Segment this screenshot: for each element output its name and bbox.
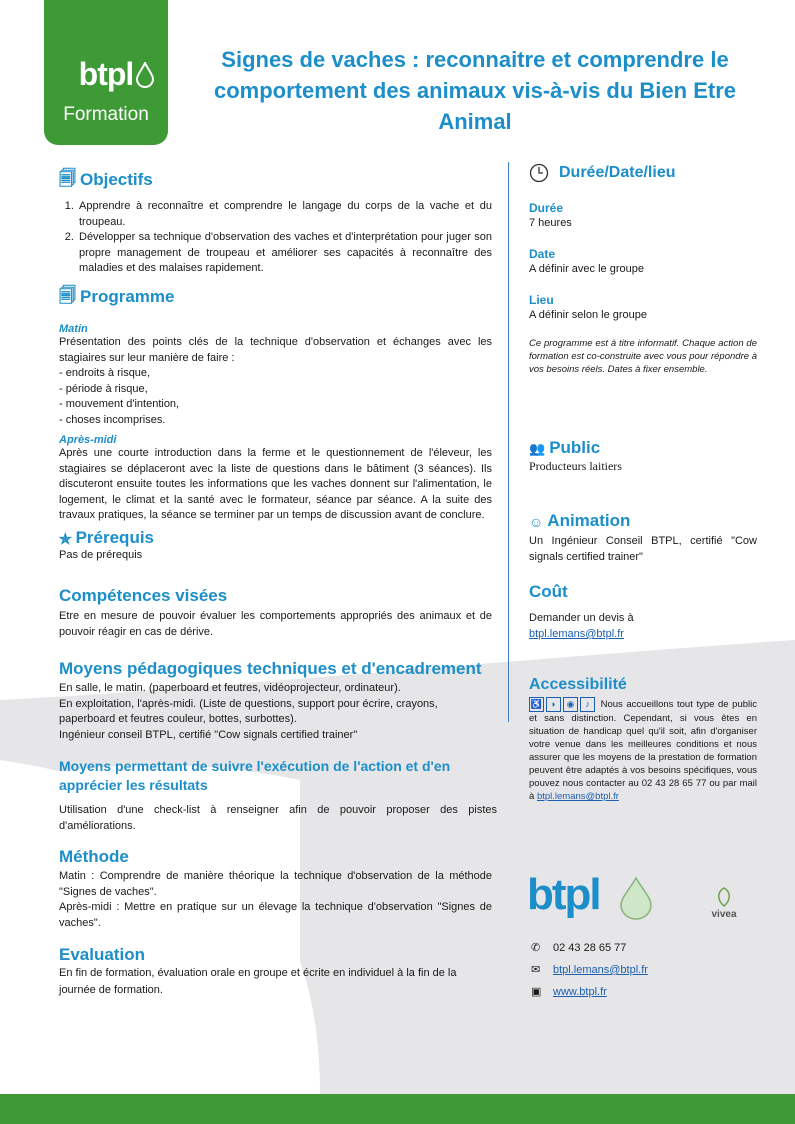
date-label: Date	[529, 247, 556, 261]
methode-section	[59, 847, 492, 931]
moyens-line: En exploitation, l'après-midi. (Liste de questions, support pour écrire, crayons, paperboard et feutres couleur, bottes, surbottes).	[59, 697, 438, 725]
list-item: 2. Développer sa technique d'observation des vaches et d'interprétation pour juger son propre management de troupeau et améliorer ses capacités à reconnaître des maladies et des malaises rapidement.	[77, 230, 492, 277]
moyens-line: En salle, le matin. (paperboard et feutres, vidéoprojecteur, ordinateur).	[59, 682, 401, 694]
mental-icon: ♪	[580, 697, 595, 712]
matin-label: Matin	[59, 323, 88, 335]
prerequis-heading: ✯ Prérequis	[59, 528, 155, 548]
suivi-section	[59, 757, 497, 834]
date-value: A définir avec le groupe	[529, 263, 644, 275]
objectifs-heading: 🗐 Objectifs	[59, 166, 492, 195]
methode-line: Matin : Comprendre de manière théorique la technique d'observation de la méthode "Signes de vaches".	[59, 870, 492, 898]
competences-text: Etre en mesure de pouvoir évaluer les comportements appropriés des animaux et de pouvoir réagir en cas de dérive.	[59, 610, 492, 638]
duree-value: 7 heures	[529, 217, 572, 229]
smiley-icon: ☺	[529, 513, 544, 530]
btpl-footer-logo	[527, 870, 657, 925]
envelope-icon: ✉	[531, 964, 541, 976]
moyens-line: Ingénieur conseil BTPL, certifié "Cow signals certified trainer"	[59, 728, 358, 741]
animation-heading: ☺ Animation	[529, 511, 631, 530]
people-icon: 👥	[529, 440, 546, 456]
cout-heading: Coût	[529, 582, 568, 601]
visual-icon: ◉	[563, 697, 578, 712]
vivea-logo	[704, 886, 744, 924]
duree-section	[529, 163, 757, 376]
document-icon: 🗐	[59, 169, 76, 188]
contact-email-link[interactable]: btpl.lemans@btpl.fr	[553, 964, 648, 976]
public-text: Producteurs laitiers	[529, 459, 622, 473]
accessibilite-email-link[interactable]: btpl.lemans@btpl.fr	[536, 791, 619, 802]
suivi-text: Utilisation d'une check-list à renseigner afin de pouvoir proposer des pistes d'améliorations.	[59, 804, 497, 832]
column-divider	[508, 162, 509, 722]
contact-web-link[interactable]: www.btpl.fr	[553, 986, 607, 998]
moyens-heading: Moyens pédagogiques techniques et d'encadrement	[59, 659, 482, 678]
lieu-value: A définir selon le groupe	[529, 309, 648, 321]
matin-item: - endroits à risque,	[59, 367, 151, 379]
hearing-icon: ◗	[546, 697, 561, 712]
page-title: Signes de vaches : reconnaitre et comprendre le comportement des animaux vis-à-vis du Bien Etre Animal	[213, 47, 737, 134]
prerequis-text: Pas de prérequis	[59, 549, 143, 561]
star-icon: ✯	[59, 530, 72, 548]
moyens-section	[59, 659, 492, 743]
prerequis-section	[59, 528, 492, 564]
computer-icon: ▣	[531, 986, 542, 998]
info-note: Ce programme est à titre informatif. Chaque action de formation est co-construite avec vous pour répondre à vos besoins réels. Dates à fixer ensemble.	[529, 338, 757, 375]
matin-item: - période à risque,	[59, 382, 148, 395]
animation-section	[529, 511, 757, 565]
accessibilite-section	[529, 676, 757, 803]
public-heading: 👥 Public	[529, 438, 601, 457]
apres-midi-label: Après-midi	[59, 434, 117, 446]
methode-line: Après-midi : Mettre en pratique sur un élevage la technique d'observation "Signes de vaches".	[59, 901, 492, 929]
competences-heading: Compétences visées	[59, 586, 228, 605]
phone-icon: ✆	[531, 942, 541, 954]
logo-subtitle: Formation	[63, 104, 149, 125]
animation-text: Un Ingénieur Conseil BTPL, certifié "Cow signals certified trainer"	[529, 535, 757, 563]
matin-item: - choses incomprises.	[59, 413, 166, 426]
public-section	[529, 438, 757, 474]
accessibility-icons	[529, 699, 597, 710]
programme-heading: 🗐 Programme	[59, 283, 492, 312]
document-icon: 🗐	[59, 286, 76, 305]
apres-midi-text: Après une courte introduction dans la ferme et le questionnement de l'éleveur, les stagiaires se déplaceront avec la liste de questions dans le bâtiment (3 séances). Ils discuteront ensuite toutes les informations que les vaches donnent sur l'alimentation, le logement, le climat et la santé avec le formateur, séance par séance. A la suite des travaux pratiques, la séance se terminer par un temps de discussion avant de conclure.	[59, 447, 492, 521]
cout-email-link[interactable]: btpl.lemans@btpl.fr	[529, 628, 624, 640]
suivi-heading: Moyens permettant de suivre l'exécution de l'action et d'en apprécier les résultats	[59, 758, 451, 793]
accessibilite-body	[529, 697, 757, 803]
clock-icon	[529, 163, 549, 183]
vivea-text: vivea	[711, 909, 737, 920]
contact-phone: 02 43 28 65 77	[553, 942, 627, 954]
contact-phone-row	[531, 941, 751, 963]
list-item: 1. Apprendre à reconnaître et comprendre le langage du corps de la vache et du troupeau.	[77, 199, 492, 230]
water-drop-icon	[136, 62, 154, 88]
water-drop-icon	[619, 876, 653, 920]
cout-section	[529, 582, 757, 642]
duree-heading: Durée/Date/lieu	[529, 163, 757, 183]
duree-label: Durée	[529, 201, 564, 215]
leaf-icon	[713, 886, 735, 908]
logo-brand: btpl	[78, 56, 134, 92]
matin-text: Présentation des points clés de la technique d'observation et échanges avec les stagiaires sur leur manière de faire :	[59, 336, 492, 364]
accessibilite-heading: Accessibilité	[529, 676, 627, 693]
contact-email-row	[531, 963, 751, 985]
contact-block	[531, 941, 751, 1007]
methode-heading: Méthode	[59, 847, 129, 866]
footer-logo-brand: btpl	[527, 870, 600, 919]
evaluation-text: En fin de formation, évaluation orale en groupe et écrite en individuel à la fin de la journée de formation.	[59, 967, 457, 996]
matin-item: - mouvement d'intention,	[59, 398, 180, 410]
competences-section	[59, 586, 492, 640]
contact-web-row	[531, 985, 751, 1007]
btpl-formation-logo	[44, 0, 168, 145]
programme-section	[59, 283, 492, 524]
evaluation-section	[59, 945, 469, 999]
objectifs-section	[59, 166, 492, 277]
lieu-label: Lieu	[529, 293, 554, 307]
objectifs-list	[59, 199, 492, 277]
cout-text: Demander un devis à	[529, 612, 634, 624]
wheelchair-icon: ♿	[529, 697, 544, 712]
evaluation-heading: Evaluation	[59, 945, 145, 964]
footer-bar	[0, 1094, 795, 1124]
accessibilite-text: Nous accueillons tout type de public et sans distinction. Cependant, si vous êtes en situation de handicap quel qu'il soit, afin d'organiser votre venue dans les meilleures conditions et nous assurer que les moyens de la prestation de formation peuvent être adaptés à vos besoins spécifiques, vous pouvez nous contacter au 02 43 28 65 77 ou par mail à	[529, 699, 757, 802]
